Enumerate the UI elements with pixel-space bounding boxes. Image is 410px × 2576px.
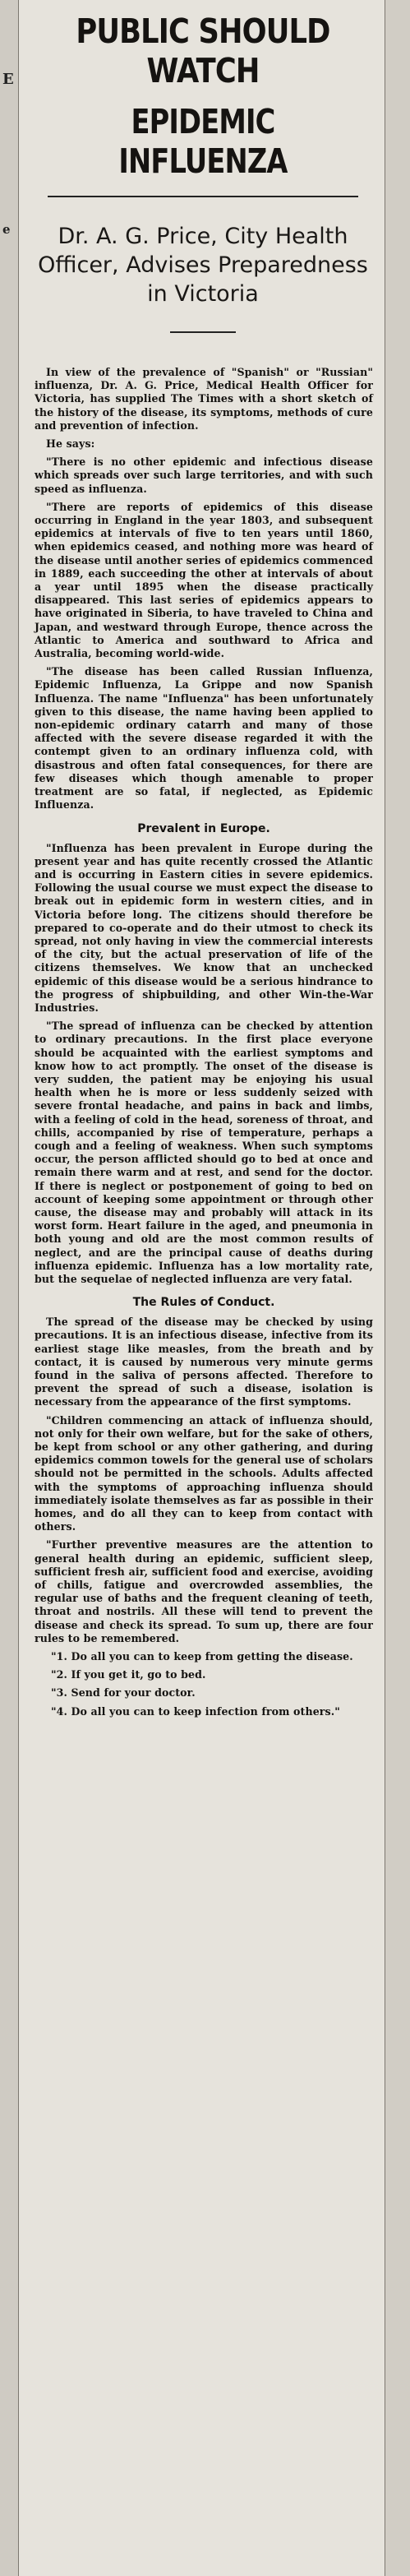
adjacent-column-left	[0, 0, 19, 2576]
paragraph: In view of the prevalence of "Spanish" or "Russian" influenza, Dr. A. G. Price, Medical Health Officer for Victoria, has supplied The Times with a short sketch of the history of the disease, its symptoms, methods of cure and prevention of infection.	[35, 366, 373, 432]
list-item: "2. If you get it, go to bed.	[51, 1668, 206, 1681]
deck-rule	[170, 331, 236, 333]
article	[23, 0, 383, 1723]
headline-rule	[48, 196, 358, 197]
rules-list	[35, 1650, 373, 1718]
article-body	[23, 366, 383, 1718]
adjacent-fragment: E	[2, 71, 14, 88]
subheading: Prevalent in Europe.	[137, 821, 270, 835]
adjacent-fragment: e	[2, 222, 11, 237]
list-item: "4. Do all you can to keep infection from others."	[51, 1704, 340, 1718]
paragraph: "Children commencing an attack of influenza should, not only for their own welfare, but for the sake of others, be kept from school or any other gathering, and during epidemics common towels for the general use of scholars should not be permitted in the schools. Adults affected with the symptoms of approaching influenza should immediately isolate themselves as far as possible in their homes, and do all they can to keep from contact with others.	[35, 1413, 373, 1533]
deck-subheadline: Dr. A. G. Price, City Health Officer, Advises Preparedness in Victoria	[38, 224, 368, 307]
paragraph: "Further preventive measures are the attention to general health during an epidemic, sufficient sleep, sufficient fresh air, sufficient food and exercise, avoiding of chills, fatigue and overcrowded assemblies, the regular use of baths and the frequent cleaning of teeth, throat and nostrils. All these will tend to prevent the disease and check its spread. To sum up, there are four rules to be remembered.	[35, 1538, 373, 1644]
paragraph: The spread of the disease may be checked by using precautions. It is an infectious disease, infective from its earliest stage like measles, from the breath and by contact, it is caused by numerous very minute germs found in the saliva of persons affected. Therefore to prevent the spread of such a disease, isolation is necessary from the appearance of the first symptoms.	[35, 1316, 373, 1408]
paragraph: "There is no other epidemic and infectious disease which spreads over such large territories, and with such speed as influenza.	[35, 456, 373, 495]
paragraph: "The spread of influenza can be checked by attention to ordinary precautions. In the first place everyone should be acquainted with the earliest symptoms and know how to act promptly. The onset of the disease is very sudden, the patient may be enjoying his usual health when he is more or less suddenly seized with severe frontal headache, and pains in back and limbs, with a feeling of cold in the head, soreness of throat, and chills, accompanied by rise of temperature, perhaps a cough and a feeling of weakness. When such symptoms occur, the person afflicted should go to bed at once and remain there warm and at rest, and send for the doctor. If there is neglect or postponement of going to bed on account of keeping some appointment or through other cause, the disease may and probably will attack in its worst form. Heart failure in the aged, and pneumonia in both young and old are the most common results of neglect, and are the principal cause of deaths during influenza epidemic. Influenza has a low mortality rate, but the sequelae of neglected influenza are very fatal.	[35, 1020, 373, 1285]
headline-line-2: EPIDEMIC INFLUENZA	[118, 102, 288, 181]
subheading: The Rules of Conduct.	[132, 1296, 275, 1310]
adjacent-column-right	[385, 0, 410, 2576]
paragraph: "There are reports of epidemics of this disease occurring in England in the year 1803, and subsequent epidemics at intervals of five to ten years until 1860, when epidemics ceased, and nothing more was heard of the disease until another series of epidemics commenced in 1889, each succeeding the other at intervals of about a year until 1895 when the disease practically disappeared. This last series of epidemics appears to have originated in Siberia, to have traveled to China and Japan, and westward through Europe, thence across the Atlantic to America and southward to Africa and Australia, becoming world-wide.	[35, 500, 373, 660]
paragraph: He says:	[46, 437, 95, 451]
list-item: "1. Do all you can to keep from getting the disease.	[51, 1650, 353, 1663]
paragraph: "Influenza has been prevalent in Europe during the present year and has quite recently crossed the Atlantic and is occurring in Eastern cities in severe epidemics. Following the usual course we must expect the disease to break out in epidemic form in western cities, and in Victoria before long. The citizens should therefore be prepared to co-operate and do their utmost to check its spread, not only having in view the commercial interests of the city, but the actual preservation of life of the citizens themselves. We know that an unchecked epidemic of this disease would be a serious hindrance to the progress of shipbuilding, and other Win-the-War Industries.	[35, 841, 373, 1014]
paragraph: "The disease has been called Russian Influenza, Epidemic Influenza, La Grippe and now Spanish Influenza. The name "Influenza" has been unfortunately given to this disease, the name having been applied to non-epidemic ordinary catarrh and many of those affected with the severe disease regarded it with the contempt given to an ordinary influenza cold, with disastrous and often fatal consequences, for there are few diseases which though amenable to proper treatment are so fatal, if neglected, as Epidemic Influenza.	[35, 665, 373, 812]
list-item: "3. Send for your doctor.	[51, 1686, 196, 1700]
headline-line-1: PUBLIC SHOULD WATCH	[76, 12, 330, 90]
